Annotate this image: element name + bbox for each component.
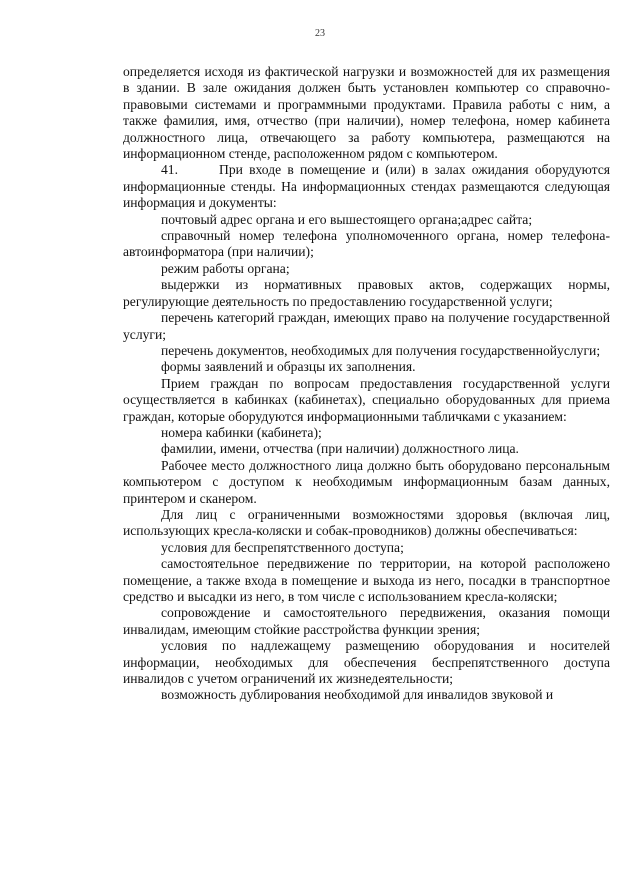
list-item: номера кабинки (кабинета); <box>161 424 322 440</box>
list-item: режим работы органа; <box>161 260 290 276</box>
page-number: 23 <box>315 28 325 39</box>
document-body <box>123 64 610 704</box>
list-item: сопровождение и самостоятельного передвижения, оказания помощи инвалидам, имеющим стойкие расстройства функции зрения; <box>123 605 610 637</box>
list-item: фамилии, имени, отчества (при наличии) должностного лица. <box>161 441 519 457</box>
paragraph: Рабочее место должностного лица должно быть оборудовано персональным компьютером с доступом к необходимым информационным базам данных, принтером и сканером. <box>123 457 610 506</box>
list-item: условия для беспрепятственного доступа; <box>161 539 404 555</box>
list-item: выдержки из нормативных правовых актов, содержащих нормы, регулирующие деятельность по предоставлению государственной услуги; <box>123 277 610 309</box>
paragraph-text: При входе в помещение и (или) в залах ожидания оборудуются информационные стенды. На информационных стендах размещаются следующая информация и документы: <box>123 162 610 211</box>
list-item: перечень категорий граждан, имеющих право на получение государственной услуги; <box>123 310 610 342</box>
list-item: перечень документов, необходимых для получения государственнойуслуги; <box>161 342 601 358</box>
list-item: формы заявлений и образцы их заполнения. <box>161 359 416 375</box>
list-item: самостоятельное передвижение по территории, на которой расположено помещение, а также входа в помещение и выхода из него, посадки в транспортное средство и высадки из него, в том числе с использованием кресла-коляски; <box>123 556 610 604</box>
list-item: условия по надлежащему размещению оборудования и носителей информации, необходимых для обеспечения беспрепятственного доступа инвалидов с учетом ограничений их жизнедеятельности; <box>123 638 610 687</box>
clause-number: 41. <box>161 162 178 178</box>
list-item: справочный номер телефона уполномоченного органа, номер телефона-автоинформатора (при наличии); <box>123 228 610 260</box>
paragraph-41 <box>123 162 610 211</box>
paragraph: Для лиц с ограниченными возможностями здоровья (включая лиц, использующих кресла-коляски и собак-проводников) должны обеспечиваться: <box>123 506 610 539</box>
paragraph: определяется исходя из фактической нагрузки и возможностей для их размещения в здании. В зале ожидания должен быть установлен компьютер со справочно-правовыми системами и программными продуктами. Правила работы с ним, а также фамилия, имя, отчество (при наличии), номер телефона, номер кабинета должностного лица, отвечающего за работу компьютера, размещаются на информационном стенде, расположенном рядом с компьютером. <box>123 64 610 162</box>
list-item: возможность дублирования необходимой для инвалидов звуковой и <box>161 687 554 703</box>
paragraph: Прием граждан по вопросам предоставления государственной услуги осуществляется в кабинках (кабинетах), специально оборудованных для приема граждан, которые оборудуются информационными табличками с указанием: <box>123 375 610 424</box>
list-item: почтовый адрес органа и его вышестоящего органа;адрес сайта; <box>161 211 533 227</box>
